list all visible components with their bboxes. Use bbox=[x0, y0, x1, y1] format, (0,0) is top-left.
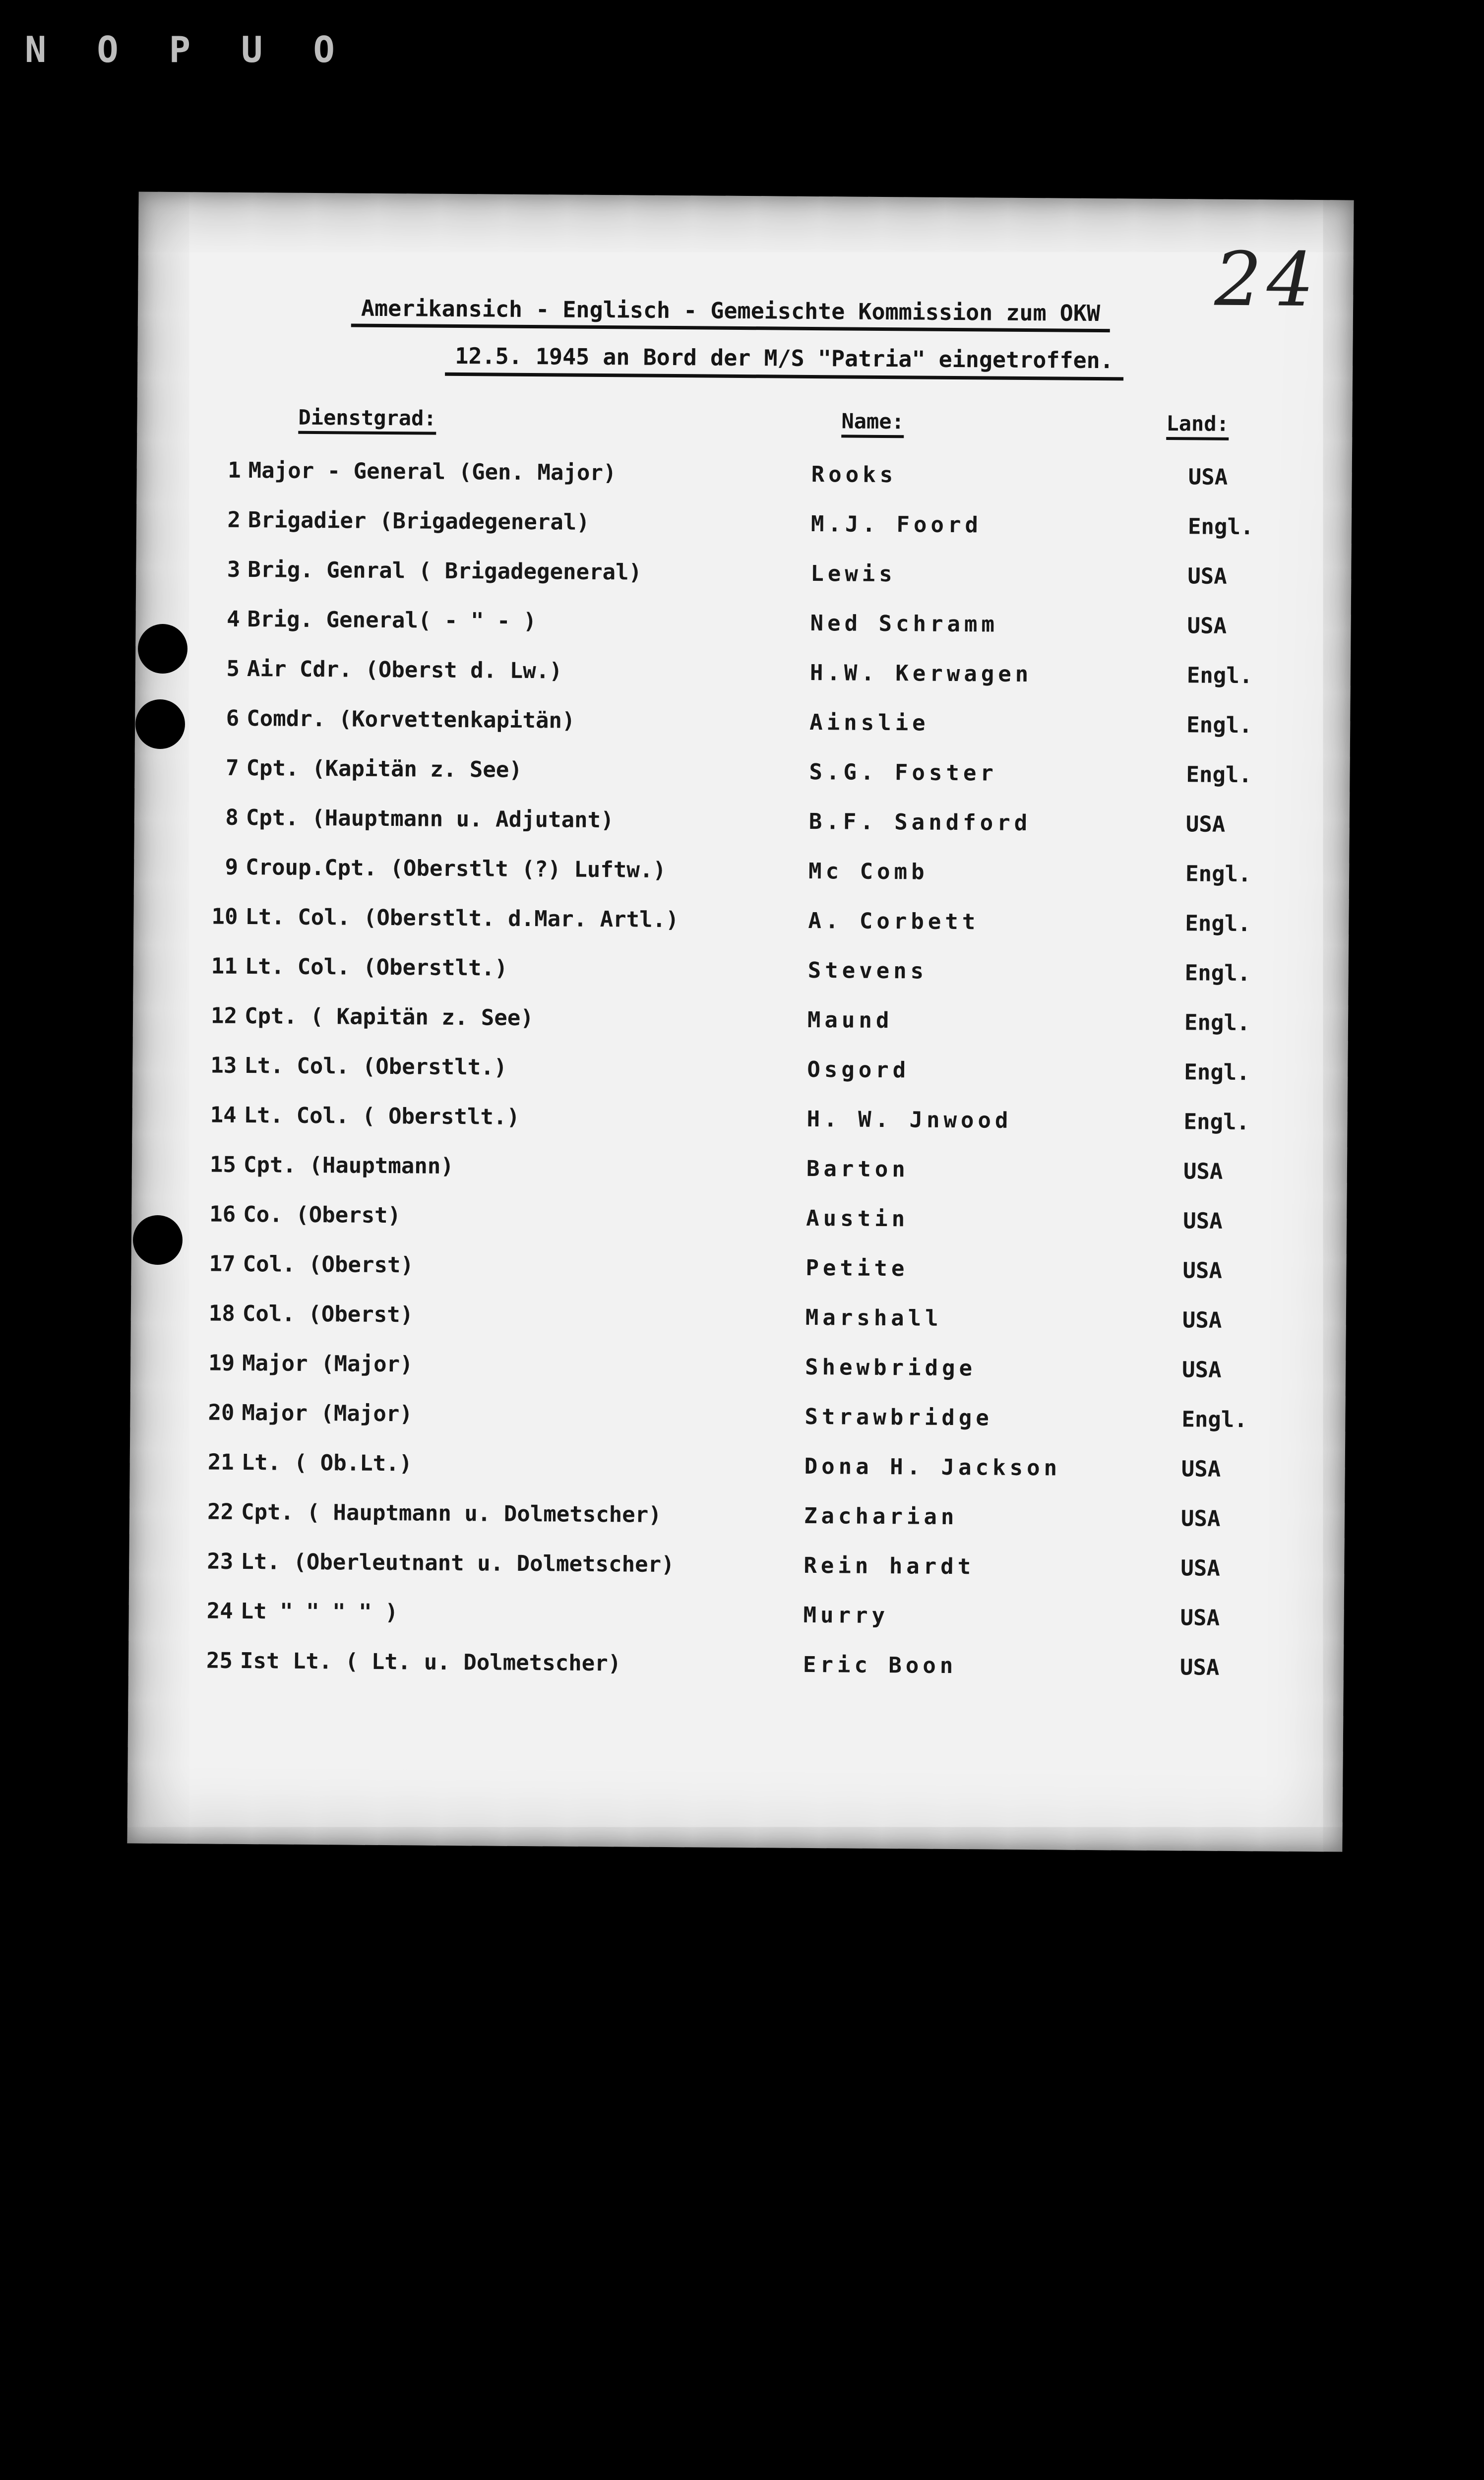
row-number: 23 bbox=[207, 1549, 234, 1574]
name-cell: Mc Comb bbox=[808, 858, 928, 885]
row-number: 24 bbox=[206, 1598, 233, 1624]
rank-cell: Lt. Col. (Oberstlt.) bbox=[245, 954, 508, 981]
row-number: 13 bbox=[210, 1053, 237, 1078]
name-cell: Barton bbox=[806, 1156, 910, 1182]
name-cell: Maund bbox=[807, 1007, 893, 1034]
film-code-char: U bbox=[241, 29, 264, 70]
row-number: 17 bbox=[209, 1251, 236, 1277]
name-cell: Strawbridge bbox=[804, 1404, 993, 1431]
rank-cell: Air Cdr. (Oberst d. Lw.) bbox=[247, 656, 562, 684]
rank-cell: Cpt. ( Kapitän z. See) bbox=[244, 1003, 534, 1031]
name-cell: Osgord bbox=[807, 1056, 910, 1083]
punch-hole bbox=[138, 624, 187, 674]
document-subtitle bbox=[455, 343, 1113, 373]
row-number: 15 bbox=[209, 1152, 237, 1178]
country-cell: Engl. bbox=[1185, 911, 1251, 937]
table-row bbox=[130, 1300, 1346, 1358]
table-row bbox=[130, 1350, 1346, 1408]
table-row bbox=[132, 1102, 1348, 1160]
country-cell: USA bbox=[1183, 1159, 1223, 1184]
name-cell: Murry bbox=[803, 1602, 889, 1629]
row-number: 1 bbox=[228, 457, 241, 483]
table-row bbox=[132, 1052, 1348, 1110]
rank-cell: Croup.Cpt. (Oberstlt (?) Luftw.) bbox=[245, 855, 666, 883]
rank-cell: Major - General (Gen. Major) bbox=[248, 458, 617, 486]
country-cell: USA bbox=[1183, 1208, 1223, 1234]
row-number: 25 bbox=[206, 1648, 233, 1674]
table-row bbox=[129, 1449, 1345, 1507]
rank-cell: Major (Major) bbox=[242, 1400, 413, 1427]
name-cell: Petite bbox=[805, 1255, 909, 1282]
row-number: 19 bbox=[208, 1350, 235, 1376]
name-cell: M.J. Foord bbox=[810, 511, 983, 538]
country-cell: Engl. bbox=[1186, 762, 1252, 788]
row-number: 16 bbox=[209, 1201, 236, 1227]
row-number: 8 bbox=[225, 805, 239, 830]
page-number: 24 bbox=[1214, 236, 1319, 324]
row-number: 10 bbox=[211, 904, 238, 930]
table-row bbox=[130, 1399, 1346, 1457]
row-number: 2 bbox=[227, 507, 241, 533]
document-title bbox=[361, 295, 1100, 326]
rank-cell: Col. (Oberst) bbox=[243, 1251, 414, 1278]
row-number: 4 bbox=[226, 606, 240, 632]
name-cell: Eric Boon bbox=[803, 1652, 957, 1679]
name-cell: A. Corbett bbox=[808, 908, 980, 935]
film-code-char: N bbox=[25, 29, 48, 70]
name-cell: Rein hardt bbox=[804, 1552, 975, 1580]
row-number: 22 bbox=[207, 1499, 234, 1525]
row-number: 21 bbox=[207, 1449, 234, 1475]
rank-cell: Lt. ( Ob.Lt.) bbox=[241, 1449, 413, 1477]
country-cell: USA bbox=[1182, 1307, 1222, 1333]
rank-cell: Brig. Genral ( Brigadegeneral) bbox=[247, 557, 642, 585]
rank-cell: Co. (Oberst) bbox=[243, 1202, 401, 1229]
rank-cell: Col. (Oberst) bbox=[242, 1301, 414, 1328]
table-row bbox=[134, 754, 1350, 812]
country-cell: USA bbox=[1179, 1655, 1220, 1680]
country-cell: USA bbox=[1181, 1456, 1221, 1482]
table-row bbox=[128, 1598, 1344, 1656]
name-cell: Ned Schramm bbox=[810, 610, 999, 637]
film-code-char: O bbox=[313, 29, 336, 70]
row-number: 6 bbox=[226, 705, 240, 731]
rank-cell: Comdr. (Korvettenkapitän) bbox=[247, 706, 575, 734]
country-cell: USA bbox=[1187, 613, 1227, 639]
country-cell: Engl. bbox=[1181, 1407, 1248, 1433]
film-code-char: P bbox=[169, 29, 192, 70]
table-row bbox=[134, 854, 1350, 912]
table-row bbox=[129, 1548, 1345, 1606]
name-cell: Dona H. Jackson bbox=[804, 1453, 1061, 1481]
table-row bbox=[131, 1250, 1347, 1308]
name-cell: Lewis bbox=[810, 560, 896, 587]
table-row bbox=[135, 705, 1351, 763]
document-subtitle-text: 12.5. 1945 an Bord der M/S "Patria" eingetroffen. bbox=[455, 342, 1114, 374]
name-cell: S.G. Foster bbox=[809, 759, 998, 786]
country-cell: USA bbox=[1180, 1506, 1221, 1532]
name-cell: Shewbridge bbox=[804, 1354, 977, 1381]
country-cell: USA bbox=[1182, 1258, 1223, 1284]
country-cell: USA bbox=[1188, 464, 1228, 490]
country-cell: Engl. bbox=[1183, 1109, 1250, 1135]
table-row bbox=[136, 556, 1352, 614]
table-row bbox=[134, 804, 1350, 862]
country-cell: USA bbox=[1187, 563, 1227, 589]
rank-cell: Lt " " " " ) bbox=[240, 1598, 398, 1625]
table-row bbox=[136, 506, 1352, 564]
country-cell: Engl. bbox=[1185, 861, 1251, 887]
rank-cell: Lt. Col. (Oberstlt. d.Mar. Artl.) bbox=[245, 904, 679, 933]
country-cell: USA bbox=[1185, 811, 1226, 837]
table-row bbox=[135, 606, 1351, 664]
row-number: 11 bbox=[211, 953, 238, 979]
name-cell: Zacharian bbox=[804, 1503, 958, 1530]
table-row bbox=[133, 953, 1349, 1011]
row-number: 5 bbox=[226, 656, 240, 682]
country-cell: USA bbox=[1180, 1555, 1220, 1581]
roster-list bbox=[128, 457, 1352, 1705]
table-row bbox=[131, 1151, 1347, 1209]
column-header-name: Name: bbox=[841, 409, 904, 438]
table-row bbox=[133, 903, 1349, 961]
document-title-text: Amerikansich - Englisch - Gemeischte Kommission zum OKW bbox=[361, 295, 1101, 327]
rank-cell: Cpt. (Kapitän z. See) bbox=[246, 755, 523, 783]
table-row bbox=[131, 1201, 1347, 1259]
rank-cell: Lt. Col. ( Oberstlt.) bbox=[244, 1103, 520, 1130]
table-row bbox=[135, 655, 1351, 713]
rank-cell: Major (Major) bbox=[242, 1351, 413, 1377]
table-row bbox=[128, 1647, 1344, 1705]
row-number: 9 bbox=[225, 854, 239, 880]
column-header-land: Land: bbox=[1166, 411, 1229, 440]
row-number: 3 bbox=[227, 557, 241, 582]
name-cell: B.F. Sandford bbox=[808, 808, 1032, 836]
country-cell: Engl. bbox=[1186, 712, 1252, 739]
country-cell: Engl. bbox=[1184, 1010, 1250, 1036]
row-number: 12 bbox=[210, 1003, 238, 1029]
table-row bbox=[136, 457, 1352, 515]
country-cell: Engl. bbox=[1186, 663, 1253, 689]
name-cell: Ainslie bbox=[809, 709, 929, 736]
name-cell: Austin bbox=[806, 1205, 909, 1232]
table-row bbox=[129, 1498, 1345, 1556]
film-code bbox=[25, 30, 336, 69]
country-cell: USA bbox=[1181, 1357, 1222, 1383]
punch-hole bbox=[135, 699, 185, 749]
film-code-char: O bbox=[97, 29, 120, 70]
row-number: 18 bbox=[208, 1301, 236, 1326]
rank-cell: Lt. (Oberleutnant u. Dolmetscher) bbox=[241, 1549, 675, 1578]
name-cell: Marshall bbox=[805, 1304, 942, 1331]
rank-cell: Cpt. (Hauptmann) bbox=[243, 1152, 454, 1179]
punch-hole bbox=[133, 1215, 183, 1265]
name-cell: Stevens bbox=[807, 957, 928, 984]
table-row bbox=[133, 1002, 1349, 1060]
rank-cell: Brig. General( - " - ) bbox=[247, 607, 537, 634]
rank-cell: Cpt. (Hauptmann u. Adjutant) bbox=[246, 805, 614, 833]
country-cell: Engl. bbox=[1184, 960, 1251, 987]
rank-cell: Brigadier (Brigadegeneral) bbox=[247, 507, 590, 535]
subtitle-underline bbox=[445, 372, 1123, 381]
row-number: 7 bbox=[225, 755, 239, 781]
rank-cell: Cpt. ( Hauptmann u. Dolmetscher) bbox=[241, 1499, 662, 1528]
country-cell: Engl. bbox=[1184, 1059, 1250, 1086]
country-cell: USA bbox=[1180, 1605, 1220, 1631]
row-number: 14 bbox=[210, 1102, 237, 1128]
rank-cell: Ist Lt. ( Lt. u. Dolmetscher) bbox=[240, 1648, 621, 1676]
document-page bbox=[127, 191, 1354, 1852]
name-cell: H.W. Kerwagen bbox=[809, 660, 1033, 687]
name-cell: Rooks bbox=[811, 461, 897, 488]
name-cell: H. W. Jnwood bbox=[806, 1106, 1012, 1133]
row-number: 20 bbox=[208, 1400, 235, 1426]
country-cell: Engl. bbox=[1187, 514, 1254, 540]
rank-cell: Lt. Col. (Oberstlt.) bbox=[244, 1053, 507, 1080]
column-header-rank: Dienstgrad: bbox=[298, 405, 436, 435]
